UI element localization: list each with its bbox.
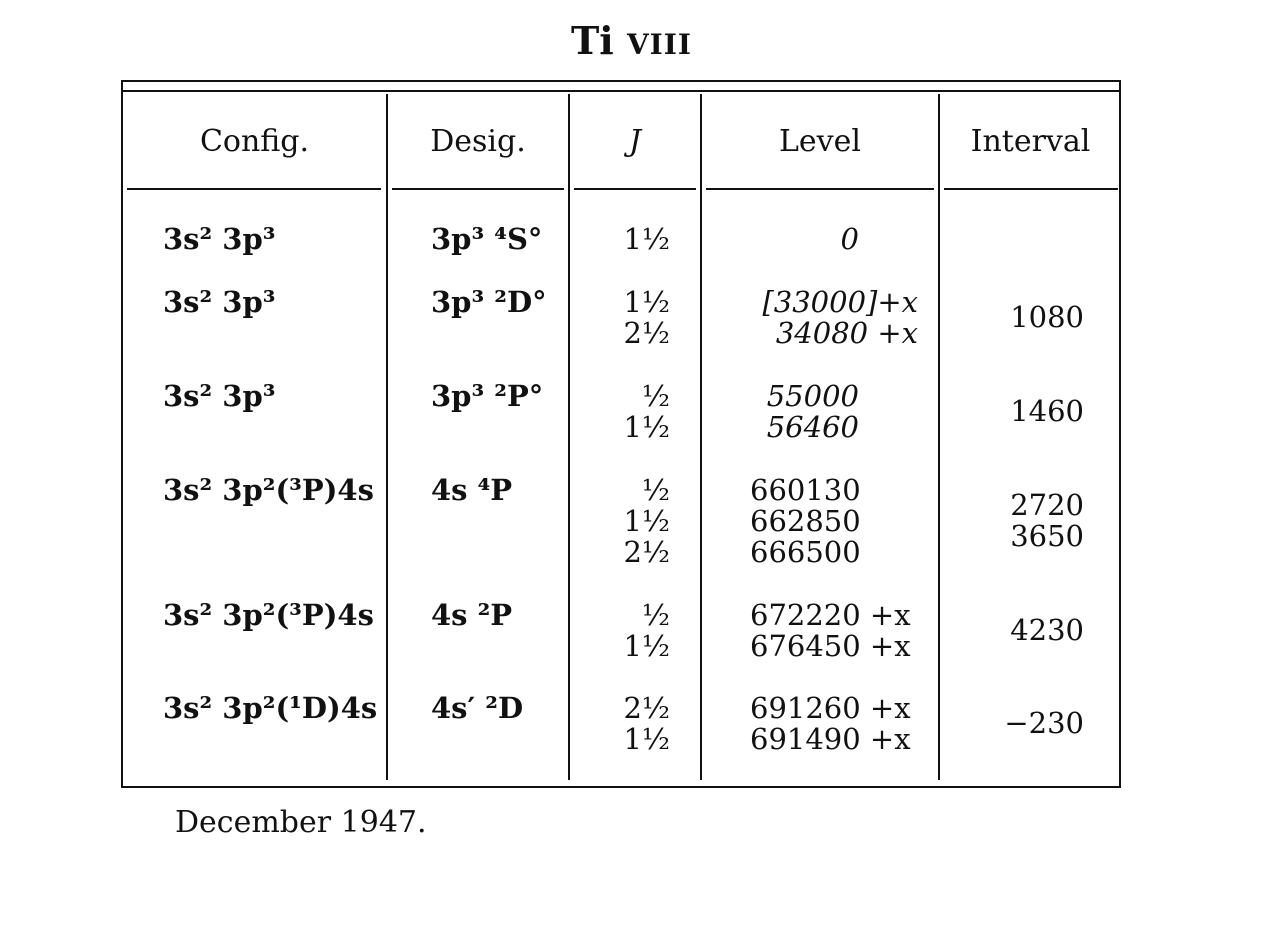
- divider-level: [938, 94, 940, 780]
- row-4-interval-2: 3650: [1010, 519, 1084, 553]
- title-spectrum: VIII: [626, 28, 692, 61]
- divider-config: [386, 94, 388, 780]
- row-3-j-2: 1½: [623, 410, 670, 444]
- row-3-desig: 3p³ ²P°: [431, 379, 544, 413]
- row-1-desig: 3p³ ⁴S°: [431, 222, 543, 256]
- header-rule-j: [574, 188, 696, 190]
- row-5-interval-1: 4230: [1010, 613, 1084, 647]
- header-rule-level: [706, 188, 934, 190]
- date-footnote: December 1947.: [175, 805, 427, 840]
- row-2-level-2: 34080 +x: [775, 316, 918, 350]
- header-config: Config.: [199, 124, 310, 159]
- table-top-rule: [123, 90, 1119, 92]
- row-6-interval-1: −230: [1004, 706, 1084, 740]
- row-4-desig: 4s ⁴P: [431, 473, 513, 507]
- row-4-level-2: 662850: [750, 504, 861, 538]
- header-rule-config: [127, 188, 381, 190]
- row-4-level-1: 660130: [750, 473, 861, 507]
- header-interval: Interval: [970, 124, 1091, 159]
- row-3-config: 3s² 3p³: [163, 379, 276, 413]
- row-6-config: 3s² 3p²(¹D)4s: [163, 691, 378, 725]
- row-4-interval-1: 2720: [1010, 488, 1084, 522]
- row-4-config: 3s² 3p²(³P)4s: [163, 473, 374, 507]
- page-title: [0, 18, 1263, 63]
- row-4-level-3: 666500: [750, 535, 861, 569]
- row-1-config: 3s² 3p³: [163, 222, 276, 256]
- row-3-interval-1: 1460: [1010, 394, 1084, 428]
- row-5-j-1: ½: [641, 598, 670, 632]
- row-6-j-1: 2½: [623, 691, 670, 725]
- row-4-j-2: 1½: [623, 504, 670, 538]
- row-4-j-3: 2½: [623, 535, 670, 569]
- row-2-desig: 3p³ ²D°: [431, 285, 547, 319]
- row-6-desig: 4s′ ²D: [431, 691, 524, 725]
- row-6-j-2: 1½: [623, 722, 670, 756]
- title-element: Ti: [571, 18, 614, 63]
- row-6-level-1: 691260 +x: [750, 691, 911, 725]
- row-5-config: 3s² 3p²(³P)4s: [163, 598, 374, 632]
- row-3-level-2: 56460: [766, 410, 859, 444]
- row-2-level-1: [33000]+x: [762, 285, 918, 319]
- row-3-level-1: 55000: [766, 379, 859, 413]
- header-desig: Desig.: [430, 124, 526, 159]
- row-2-interval-1: 1080: [1010, 300, 1084, 334]
- header-rule-interval: [944, 188, 1118, 190]
- row-4-j-1: ½: [641, 473, 670, 507]
- header-j: J: [628, 124, 642, 159]
- row-1-j-1: 1½: [623, 222, 670, 256]
- row-3-j-1: ½: [641, 379, 670, 413]
- row-2-j-2: 2½: [623, 316, 670, 350]
- data-table: [121, 80, 1121, 788]
- header-rule-desig: [392, 188, 564, 190]
- row-1-level-1: 0: [840, 222, 859, 256]
- row-5-level-1: 672220 +x: [750, 598, 911, 632]
- header-level: Level: [779, 124, 861, 159]
- row-5-level-2: 676450 +x: [750, 629, 911, 663]
- row-6-level-2: 691490 +x: [750, 722, 911, 756]
- row-2-config: 3s² 3p³: [163, 285, 276, 319]
- row-2-j-1: 1½: [623, 285, 670, 319]
- row-5-desig: 4s ²P: [431, 598, 513, 632]
- row-5-j-2: 1½: [623, 629, 670, 663]
